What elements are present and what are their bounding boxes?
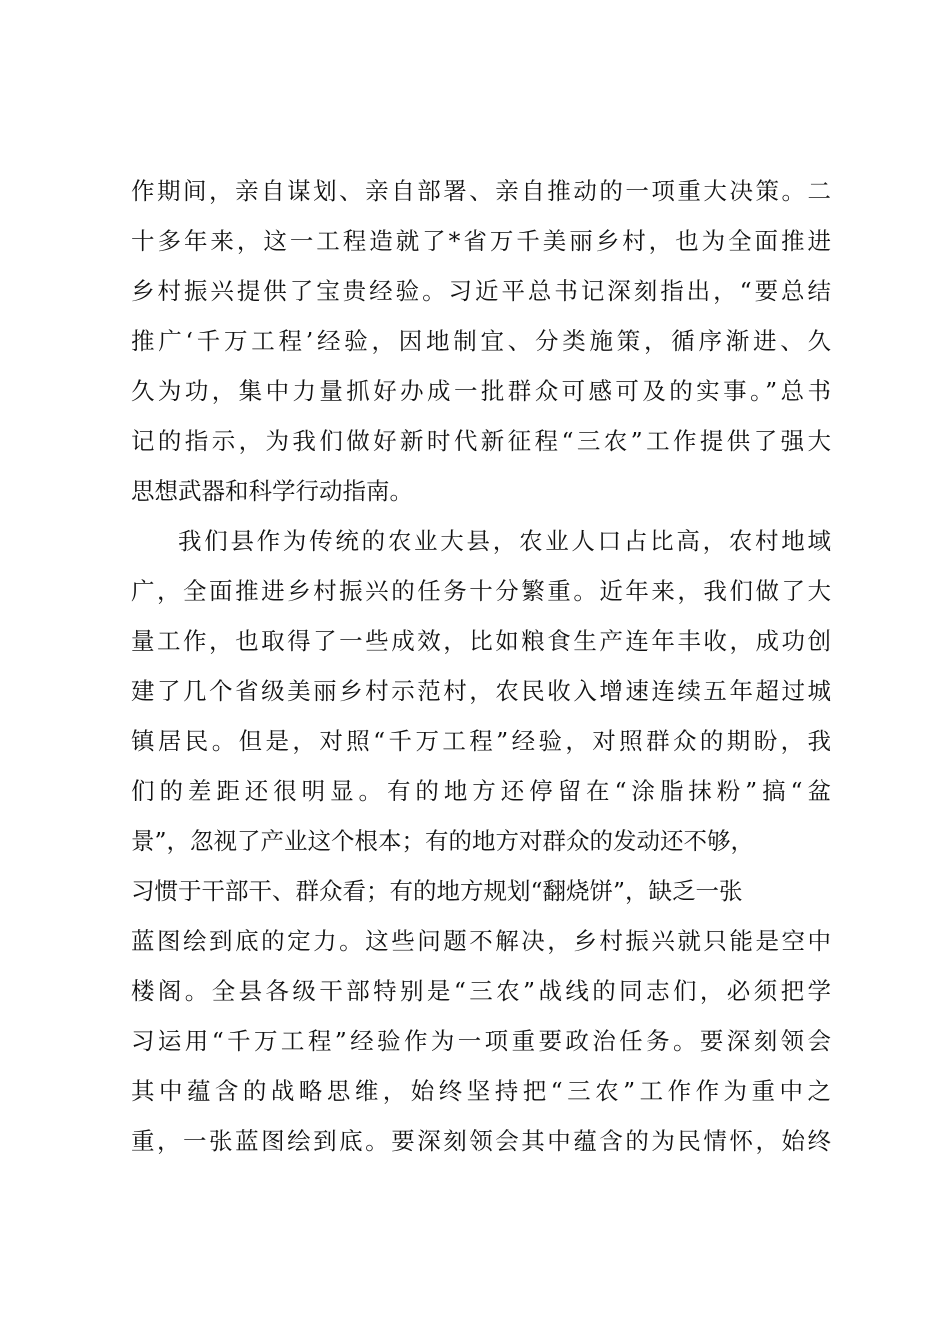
text-line: 镇居民。但是，对照“千万工程”经验，对照群众的期盼，我: [131, 727, 831, 755]
text-line: 建了几个省级美丽乡村示范村，农民收入增速连续五年超过城: [131, 677, 831, 705]
text-line: 广，全面推进乡村振兴的任务十分繁重。近年来，我们做了大: [131, 577, 831, 605]
paragraph-1: [131, 166, 831, 516]
text-line: 十多年来，这一工程造就了*省万千美丽乡村，也为全面推进: [131, 227, 831, 255]
text-line: 量工作，也取得了一些成效，比如粮食生产连年丰收，成功创: [131, 627, 831, 655]
text-line: 习惯于干部干、群众看；有的地方规划“翻烧饼”，缺乏一张: [131, 877, 743, 905]
paragraph-2: [131, 516, 831, 1216]
text-line: 思想武器和科学行动指南。: [131, 477, 413, 505]
text-line: 景”，忽视了产业这个根本；有的地方对群众的发动还不够，: [131, 827, 755, 855]
text-line: 重，一张蓝图绘到底。要深刻领会其中蕴含的为民情怀，始终: [131, 1127, 831, 1155]
body-text: [131, 166, 831, 1216]
text-line: 楼阁。全县各级干部特别是“三农”战线的同志们，必须把学: [131, 977, 831, 1005]
text-line: 推广‘千万工程’经验，因地制宜、分类施策，循序渐进、久: [131, 327, 831, 355]
text-line: 们的差距还很明显。有的地方还停留在“涂脂抹粉”搞“盆: [131, 777, 831, 805]
text-line: 乡村振兴提供了宝贵经验。习近平总书记深刻指出，“要总结: [131, 277, 831, 305]
text-line: 习运用“千万工程”经验作为一项重要政治任务。要深刻领会: [131, 1027, 831, 1055]
text-line: 其中蕴含的战略思维，始终坚持把“三农”工作作为重中之: [131, 1077, 831, 1105]
text-line: 蓝图绘到底的定力。这些问题不解决，乡村振兴就只能是空中: [131, 927, 831, 955]
text-line: 记的指示，为我们做好新时代新征程“三农”工作提供了强大: [131, 427, 831, 455]
text-line: 我们县作为传统的农业大县，农业人口占比高，农村地域: [178, 527, 831, 555]
text-line: [131, 1166, 831, 1216]
text-line: 久为功，集中力量抓好办成一批群众可感可及的实事。”总书: [131, 377, 831, 405]
text-line: 作期间，亲自谋划、亲自部署、亲自推动的一项重大决策。二: [131, 177, 831, 205]
